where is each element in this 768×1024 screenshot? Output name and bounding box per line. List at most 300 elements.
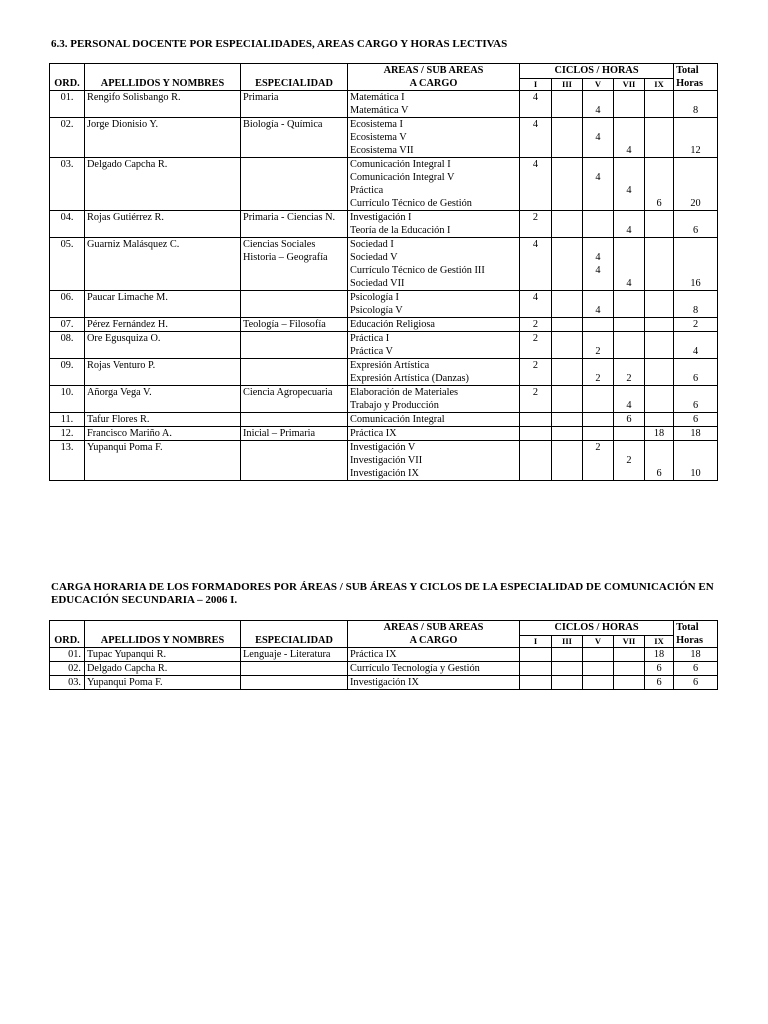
hours-value xyxy=(554,131,580,144)
hours-value xyxy=(616,441,642,454)
name-cell: Jorge Dionisio Y. xyxy=(85,118,241,158)
hours-value xyxy=(522,171,549,184)
table-row xyxy=(50,158,718,211)
areas-header-line1: AREAS / SUB AREAS xyxy=(383,65,484,76)
cycle-v-header: V xyxy=(583,636,614,648)
area-line: Currículo Técnico de Gestión III xyxy=(350,265,485,276)
specialty-cell xyxy=(241,158,348,211)
cycle-ix-cell xyxy=(645,158,674,211)
name-cell: Francisco Mariño A. xyxy=(85,427,241,441)
col-specialty-header: ESPECIALIDAD xyxy=(241,64,348,91)
hours-value xyxy=(554,171,580,184)
col-names-header: APELLIDOS Y NOMBRES xyxy=(85,621,241,648)
specialty-line xyxy=(243,291,345,304)
specialty-cell xyxy=(241,427,348,441)
hours-value xyxy=(554,441,580,454)
cycle-ix-cell: 6 xyxy=(645,662,674,676)
cycle-iii-cell xyxy=(552,648,583,662)
hours-value xyxy=(554,386,580,399)
hours-value: 6 xyxy=(626,414,632,425)
hours-value: 4 xyxy=(595,305,601,316)
hours-value xyxy=(522,184,549,197)
table-row xyxy=(50,413,718,427)
cycle-v-cell xyxy=(583,427,614,441)
hours-value xyxy=(522,264,549,277)
hours-value: 2 xyxy=(595,373,601,384)
cycle-v-cell xyxy=(583,662,614,676)
hours-value xyxy=(647,332,671,345)
name-cell: Ore Egusquiza O. xyxy=(85,332,241,359)
name-cell: Tupac Yupanqui R. xyxy=(85,648,241,662)
area-line: Educación Religiosa xyxy=(350,319,435,330)
hours-value xyxy=(554,345,580,358)
cycle-v-cell xyxy=(583,158,614,211)
area-cell: Práctica IX xyxy=(348,648,520,662)
hours-value xyxy=(616,291,642,304)
hours-value xyxy=(522,131,549,144)
hours-value xyxy=(647,359,671,372)
cycle-i-cell xyxy=(520,662,552,676)
hours-value xyxy=(647,304,671,317)
hours-value xyxy=(554,467,580,480)
cycle-vii-cell xyxy=(614,413,645,427)
specialty-line: Teología – Filosofía xyxy=(243,319,326,330)
cycle-ix-cell: 6 xyxy=(645,676,674,690)
area-line: Comunicación Integral xyxy=(350,414,445,425)
name-cell: Paucar Limache M. xyxy=(85,291,241,318)
hours-value xyxy=(522,304,549,317)
cycle-vii-cell xyxy=(614,238,645,291)
cycle-ix-cell xyxy=(645,413,674,427)
cycle-vii-cell xyxy=(614,318,645,332)
table-row xyxy=(50,211,718,238)
ord-cell: 09. xyxy=(50,359,85,386)
hours-value xyxy=(585,454,611,467)
table-row xyxy=(50,291,718,318)
hours-value xyxy=(616,171,642,184)
total-cell: 8 xyxy=(674,91,718,118)
cycle-v-cell xyxy=(583,118,614,158)
total-cell: 2 xyxy=(674,318,718,332)
hours-value xyxy=(647,386,671,399)
communication-staff-table xyxy=(49,620,718,690)
cycle-vii-cell xyxy=(614,158,645,211)
hours-value xyxy=(647,171,671,184)
hours-value xyxy=(554,118,580,131)
cycle-vii-header: VII xyxy=(614,79,645,91)
hours-value xyxy=(616,345,642,358)
hours-value: 4 xyxy=(626,225,632,236)
hours-value xyxy=(554,264,580,277)
table-row xyxy=(50,386,718,413)
hours-value xyxy=(585,399,611,412)
hours-value xyxy=(647,264,671,277)
specialty-line: Ciencias Sociales xyxy=(243,239,316,250)
header-row xyxy=(50,621,718,636)
hours-value xyxy=(616,104,642,117)
hours-value: 18 xyxy=(653,428,665,439)
hours-value xyxy=(585,386,611,399)
cycle-i-header: I xyxy=(520,636,552,648)
cycle-ix-cell xyxy=(645,211,674,238)
area-line: Comunicación Integral V xyxy=(350,172,455,183)
hours-value xyxy=(585,359,611,372)
hours-value: 4 xyxy=(626,145,632,156)
hours-value xyxy=(585,211,611,224)
hours-value: 4 xyxy=(626,185,632,196)
ord-cell: 05. xyxy=(50,238,85,291)
hours-value xyxy=(647,131,671,144)
cycle-iii-cell xyxy=(552,158,583,211)
hours-value xyxy=(522,454,549,467)
area-line: Práctica IX xyxy=(350,428,397,439)
table-row xyxy=(50,118,718,158)
hours-value: 4 xyxy=(595,252,601,263)
hours-value xyxy=(554,427,580,440)
hours-value xyxy=(522,144,549,157)
total-cell: 18 xyxy=(674,427,718,441)
cycle-v-cell xyxy=(583,648,614,662)
cycle-vii-cell xyxy=(614,676,645,690)
hours-value: 4 xyxy=(532,92,539,103)
ord-cell: 07. xyxy=(50,318,85,332)
hours-value xyxy=(616,427,642,440)
hours-value xyxy=(647,184,671,197)
ord-cell: 02. xyxy=(50,118,85,158)
specialty-line xyxy=(243,413,345,426)
specialty-line: Primaria xyxy=(243,92,279,103)
name-cell: Tafur Flores R. xyxy=(85,413,241,427)
hours-value xyxy=(585,144,611,157)
hours-value xyxy=(554,304,580,317)
hours-value xyxy=(554,197,580,210)
specialty-cell xyxy=(241,359,348,386)
cycle-ix-cell xyxy=(645,386,674,413)
cycle-iii-cell xyxy=(552,413,583,427)
hours-value xyxy=(647,454,671,467)
area-line: Investigación I xyxy=(350,212,412,223)
specialty-line: Biología - Química xyxy=(243,119,323,130)
hours-value xyxy=(522,277,549,290)
total-cell: 12 xyxy=(674,118,718,158)
specialty-line xyxy=(243,332,345,345)
hours-value xyxy=(616,251,642,264)
hours-value xyxy=(616,467,642,480)
cycle-iii-cell xyxy=(552,91,583,118)
hours-value xyxy=(522,251,549,264)
area-line: Sociedad V xyxy=(350,252,398,263)
cycle-vii-cell xyxy=(614,427,645,441)
hours-value xyxy=(585,291,611,304)
area-line: Investigación V xyxy=(350,442,416,453)
hours-value xyxy=(522,345,549,358)
cycle-vii-cell xyxy=(614,359,645,386)
teaching-staff-table xyxy=(49,63,718,481)
hours-value xyxy=(616,304,642,317)
hours-value xyxy=(554,413,580,426)
total-cell: 8 xyxy=(674,291,718,318)
areas-cell xyxy=(348,386,520,413)
cycle-iii-cell xyxy=(552,118,583,158)
area-line: Currículo Técnico de Gestión xyxy=(350,198,472,209)
hours-value xyxy=(585,224,611,237)
area-line: Expresión Artística (Danzas) xyxy=(350,373,469,384)
areas-cell xyxy=(348,413,520,427)
hours-value xyxy=(647,413,671,426)
cycle-vii-cell xyxy=(614,91,645,118)
hours-value xyxy=(647,144,671,157)
cycle-i-cell xyxy=(520,386,552,413)
hours-value: 2 xyxy=(532,360,539,371)
hours-value xyxy=(616,197,642,210)
cycle-iii-cell xyxy=(552,427,583,441)
specialty-cell xyxy=(241,318,348,332)
col-specialty-header: ESPECIALIDAD xyxy=(241,621,348,648)
total-cell: 6 xyxy=(674,386,718,413)
cycle-iii-cell xyxy=(552,662,583,676)
areas-cell xyxy=(348,158,520,211)
table-row xyxy=(50,332,718,359)
hours-value xyxy=(585,184,611,197)
cycle-iii-cell xyxy=(552,441,583,481)
cycle-v-cell xyxy=(583,318,614,332)
ord-cell: 02. xyxy=(50,662,85,676)
hours-value: 2 xyxy=(532,333,539,344)
hours-value: 4 xyxy=(595,172,601,183)
specialty-line: Inicial – Primaria xyxy=(243,428,316,439)
hours-value xyxy=(647,211,671,224)
hours-value: 6 xyxy=(656,468,662,479)
cycle-vii-cell xyxy=(614,118,645,158)
area-line: Teoría de la Educación I xyxy=(350,225,451,236)
cycle-vii-cell xyxy=(614,291,645,318)
cycle-ix-cell xyxy=(645,118,674,158)
name-cell: Yupanqui Poma F. xyxy=(85,441,241,481)
hours-value: 6 xyxy=(656,198,662,209)
ord-cell: 11. xyxy=(50,413,85,427)
area-line: Práctica xyxy=(350,185,384,196)
total-cell: 16 xyxy=(674,238,718,291)
hours-value xyxy=(647,91,671,104)
hours-value: 2 xyxy=(595,442,601,453)
areas-header-line2: A CARGO xyxy=(409,78,458,89)
hours-value xyxy=(616,386,642,399)
table-row xyxy=(50,318,718,332)
ord-cell: 10. xyxy=(50,386,85,413)
hours-value xyxy=(616,332,642,345)
cycle-ix-header: IX xyxy=(645,636,674,648)
hours-value xyxy=(554,91,580,104)
total-header-line1: Total xyxy=(676,622,699,633)
hours-value xyxy=(554,318,580,331)
area-line: Matemática V xyxy=(350,105,409,116)
col-ord-header: ORD. xyxy=(50,64,85,91)
specialty-line xyxy=(243,441,345,454)
cycle-vii-cell xyxy=(614,648,645,662)
hours-value xyxy=(647,372,671,385)
section1-heading: 6.3. PERSONAL DOCENTE POR ESPECIALIDADES, AREAS CARGO Y HORAS LECTIVAS xyxy=(51,38,508,50)
table-row xyxy=(50,91,718,118)
hours-value xyxy=(616,318,642,331)
cycle-ix-cell xyxy=(645,91,674,118)
area-line: Práctica V xyxy=(350,346,393,357)
hours-value: 4 xyxy=(532,119,539,130)
hours-value xyxy=(522,413,549,426)
areas-header-line1: AREAS / SUB AREAS xyxy=(383,622,484,633)
hours-value xyxy=(616,158,642,171)
name-cell: Delgado Capcha R. xyxy=(85,662,241,676)
cycle-i-cell xyxy=(520,413,552,427)
hours-value xyxy=(585,197,611,210)
cycle-iii-header: III xyxy=(552,79,583,91)
hours-value xyxy=(522,441,549,454)
cycle-vii-cell xyxy=(614,211,645,238)
hours-value xyxy=(522,104,549,117)
col-cycles-header: CICLOS / HORAS xyxy=(520,64,674,79)
cycle-iii-cell xyxy=(552,291,583,318)
cycle-v-header: V xyxy=(583,79,614,91)
specialty-cell xyxy=(241,441,348,481)
specialty-cell xyxy=(241,291,348,318)
cycle-ix-cell: 18 xyxy=(645,648,674,662)
hours-value xyxy=(585,277,611,290)
area-cell: Currículo Tecnología y Gestión xyxy=(348,662,520,676)
table-row xyxy=(50,676,718,690)
areas-cell xyxy=(348,291,520,318)
hours-value xyxy=(585,118,611,131)
cycle-ix-cell xyxy=(645,359,674,386)
hours-value xyxy=(616,238,642,251)
cycle-i-cell xyxy=(520,291,552,318)
table-row xyxy=(50,648,718,662)
hours-value xyxy=(554,399,580,412)
cycle-v-cell xyxy=(583,332,614,359)
cycle-v-cell xyxy=(583,91,614,118)
hours-value xyxy=(554,104,580,117)
hours-value: 2 xyxy=(626,373,632,384)
hours-value: 2 xyxy=(595,346,601,357)
cycle-iii-cell xyxy=(552,211,583,238)
ord-cell: 08. xyxy=(50,332,85,359)
area-line: Ecosistema VII xyxy=(350,145,414,156)
cycle-ix-cell xyxy=(645,332,674,359)
cycle-v-cell xyxy=(583,386,614,413)
ord-cell: 03. xyxy=(50,158,85,211)
areas-cell xyxy=(348,427,520,441)
specialty-cell xyxy=(241,118,348,158)
hours-value xyxy=(585,413,611,426)
hours-value xyxy=(585,238,611,251)
hours-value xyxy=(616,118,642,131)
hours-value xyxy=(585,91,611,104)
hours-value xyxy=(554,291,580,304)
col-ord-header: ORD. xyxy=(50,621,85,648)
ord-cell: 06. xyxy=(50,291,85,318)
hours-value xyxy=(647,238,671,251)
cycle-ix-header: IX xyxy=(645,79,674,91)
hours-value: 4 xyxy=(532,292,539,303)
areas-cell xyxy=(348,211,520,238)
cycle-iii-cell xyxy=(552,386,583,413)
table-row xyxy=(50,441,718,481)
name-cell: Añorga Vega V. xyxy=(85,386,241,413)
total-header-line2: Horas xyxy=(676,78,703,89)
total-cell: 6 xyxy=(674,211,718,238)
total-cell: 6 xyxy=(674,662,718,676)
area-line: Sociedad I xyxy=(350,239,394,250)
cycle-v-cell xyxy=(583,291,614,318)
cycle-i-cell xyxy=(520,359,552,386)
hours-value xyxy=(554,251,580,264)
hours-value xyxy=(647,251,671,264)
hours-value xyxy=(554,144,580,157)
name-cell: Rengifo Solisbango R. xyxy=(85,91,241,118)
specialty-cell xyxy=(241,238,348,291)
hours-value xyxy=(647,277,671,290)
area-line: Expresión Artística xyxy=(350,360,430,371)
cycle-vii-cell xyxy=(614,386,645,413)
cycle-i-cell xyxy=(520,91,552,118)
cycle-ix-cell xyxy=(645,318,674,332)
name-cell: Yupanqui Poma F. xyxy=(85,676,241,690)
areas-cell xyxy=(348,118,520,158)
specialty-cell xyxy=(241,91,348,118)
cycle-i-cell xyxy=(520,441,552,481)
hours-value xyxy=(554,158,580,171)
cycle-i-cell xyxy=(520,158,552,211)
area-line: Sociedad VII xyxy=(350,278,405,289)
total-cell: 10 xyxy=(674,441,718,481)
area-line: Psicología V xyxy=(350,305,403,316)
area-line: Matemática I xyxy=(350,92,405,103)
ord-cell: 01. xyxy=(50,91,85,118)
hours-value xyxy=(554,332,580,345)
hours-value xyxy=(522,467,549,480)
col-areas-header xyxy=(348,621,520,648)
areas-cell xyxy=(348,318,520,332)
hours-value xyxy=(554,224,580,237)
specialty-cell xyxy=(241,413,348,427)
hours-value: 2 xyxy=(532,387,539,398)
hours-value xyxy=(616,91,642,104)
hours-value: 4 xyxy=(595,105,601,116)
areas-cell xyxy=(348,359,520,386)
hours-value xyxy=(647,104,671,117)
total-cell: 6 xyxy=(674,413,718,427)
area-line: Ecosistema V xyxy=(350,132,407,143)
hours-value: 4 xyxy=(595,132,601,143)
hours-value xyxy=(647,318,671,331)
hours-value xyxy=(522,224,549,237)
communication-staff-rows xyxy=(50,648,718,690)
area-cell: Investigación IX xyxy=(348,676,520,690)
hours-value xyxy=(585,427,611,440)
hours-value xyxy=(585,158,611,171)
total-cell: 4 xyxy=(674,332,718,359)
table-row xyxy=(50,359,718,386)
ord-cell: 01. xyxy=(50,648,85,662)
hours-value xyxy=(647,345,671,358)
teaching-staff-rows xyxy=(50,91,718,481)
area-line: Trabajo y Producción xyxy=(350,400,439,411)
specialty-line: Historia – Geografía xyxy=(243,252,328,263)
ord-cell: 04. xyxy=(50,211,85,238)
hours-value xyxy=(647,441,671,454)
hours-value: 2 xyxy=(532,319,539,330)
section2-heading: CARGA HORARIA DE LOS FORMADORES POR ÁREAS / SUB ÁREAS Y CICLOS DE LA ESPECIALIDAD DE COMUNICACIÓN EN EDUCACIÓN SECUNDARIA – 2006 I. xyxy=(51,581,714,606)
total-header-line1: Total xyxy=(676,65,699,76)
area-line: Práctica I xyxy=(350,333,390,344)
